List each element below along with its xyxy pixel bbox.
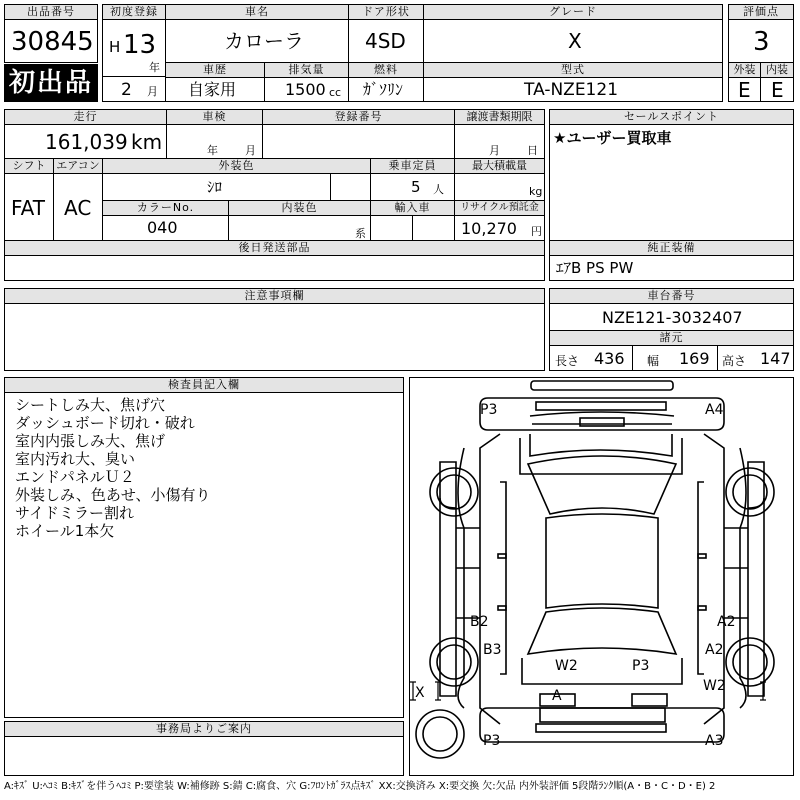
spec-width-box: [632, 345, 718, 371]
exterior-score-header: 外装: [728, 62, 761, 78]
grade: X: [568, 29, 582, 53]
score: 3: [753, 27, 770, 57]
interior-color-unit: 系: [355, 227, 366, 240]
mileage-box: [4, 124, 167, 159]
damage-mark: A2: [705, 642, 724, 658]
inspector-line: 室内汚れ大、臭い: [15, 450, 136, 468]
damage-mark: P3: [483, 733, 501, 749]
sales-point-text: ★ユーザー買取車: [553, 129, 672, 147]
inspection-month-unit: 月: [245, 144, 256, 157]
exterior-color-header: 外装色: [102, 158, 371, 174]
ac-box: [53, 173, 103, 241]
height-label: 高さ: [722, 354, 747, 368]
exterior-color-box: [102, 173, 331, 201]
notes-box: [4, 303, 545, 371]
model-header: 型式: [423, 62, 723, 78]
first-registration-month: 2: [121, 80, 132, 100]
import-box: [370, 215, 413, 241]
max-load-unit: kg: [529, 185, 543, 198]
score-box: [728, 19, 794, 63]
chassis-number: NZE121-3032407: [602, 308, 743, 327]
exterior-score-box: [728, 77, 761, 102]
color-number: 040: [147, 218, 178, 237]
lot-number-box: [4, 19, 98, 63]
max-load-header: 最大積載量: [454, 158, 545, 174]
exterior-color-sub-box: [330, 173, 371, 201]
car-diagram: [410, 378, 793, 775]
capacity-unit: 人: [433, 183, 444, 196]
office-box: [4, 736, 404, 776]
door-box: [348, 19, 424, 63]
damage-mark: W2: [555, 658, 578, 674]
displacement: 1500: [285, 80, 326, 99]
first-listing-badge: 初出品: [4, 64, 98, 102]
spec-header: 諸元: [549, 330, 794, 346]
first-registration-header: 初度登録: [102, 4, 166, 20]
import-box-2: [412, 215, 455, 241]
damage-diagram-box: [409, 377, 794, 776]
lot-number: 30845: [11, 27, 94, 57]
transfer-box: [454, 124, 545, 159]
inspection-box: [166, 124, 263, 159]
damage-mark: A3: [705, 733, 724, 749]
history-box: [165, 77, 265, 102]
inspector-line: シートしみ大、焦げ穴: [15, 396, 166, 414]
inspector-line: エンドパネルＵ２: [15, 468, 135, 486]
damage-mark: A4: [705, 402, 724, 418]
later-parts-box: [4, 255, 545, 281]
plate-header: 登録番号: [262, 109, 455, 125]
import-header: 輸入車: [370, 200, 455, 216]
model-box: [423, 77, 723, 102]
recycle-header: リサイクル預託金: [454, 200, 545, 216]
displacement-box: [264, 77, 349, 102]
exterior-score: E: [738, 78, 751, 102]
equipment-header: 純正装備: [549, 240, 794, 256]
inspector-line: 外装しみ、色あせ、小傷有り: [15, 486, 211, 504]
door-header: ドア形状: [348, 4, 424, 20]
later-parts-header: 後日発送部品: [4, 240, 545, 256]
inspector-header: 検査員記入欄: [4, 377, 404, 393]
ac-header: エアコン: [53, 158, 103, 174]
interior-score-box: [760, 77, 794, 102]
recycle-amount: 10,270: [461, 219, 517, 238]
inspector-line: サイドミラー割れ: [15, 504, 134, 522]
mileage: 161,039: [45, 130, 128, 154]
capacity-box: [370, 173, 455, 201]
interior-score: E: [771, 78, 784, 102]
inspector-line: ホイール1本欠: [15, 522, 115, 540]
door-type: 4SD: [365, 29, 406, 53]
model: TA-NZE121: [524, 80, 619, 100]
office-header: 事務局よりご案内: [4, 721, 404, 737]
car-name: カローラ: [224, 29, 304, 53]
width-value: 169: [679, 349, 710, 368]
max-load-box: [454, 173, 545, 201]
history: 自家用: [188, 80, 237, 99]
recycle-box: [454, 215, 545, 241]
capacity: 5: [411, 178, 421, 196]
damage-mark: B3: [483, 642, 502, 658]
displacement-unit: cc: [329, 86, 342, 99]
inspection-header: 車検: [166, 109, 263, 125]
score-header: 評価点: [728, 4, 794, 20]
mileage-unit: km: [131, 130, 163, 154]
damage-mark: A: [552, 688, 562, 704]
notes-header: 注意事項欄: [4, 288, 545, 304]
plate-box: [262, 124, 455, 159]
ac: AC: [64, 196, 92, 220]
sales-point-header: セールスポイント: [549, 109, 794, 125]
grade-header: グレード: [423, 4, 723, 20]
spec-length-box: [549, 345, 633, 371]
legend: A:ｷｽﾞ U:ﾍｺﾐ B:ｷｽﾞを伴うﾍｺﾐ P:要塗装 W:補修跡 S:錆 C:腐食、穴 G:ﾌﾛﾝﾄｶﾞﾗｽ点ｷｽﾞ XX:交換済み X:要交換 欠:欠品 内外装評価 5段階ﾗﾝｸ順(A・B・C・D・E) 2: [4, 781, 716, 792]
shift-box: [4, 173, 54, 241]
year-unit: 年: [149, 61, 160, 74]
capacity-header: 乗車定員: [370, 158, 455, 174]
equipment-box: [549, 255, 794, 281]
car-name-box: [165, 19, 349, 63]
mileage-header: 走行: [4, 109, 167, 125]
month-unit: 月: [147, 85, 158, 98]
color-number-box: [102, 215, 229, 241]
inspection-year-unit: 年: [207, 144, 218, 157]
fuel-box: [348, 77, 424, 102]
damage-mark: B2: [470, 614, 489, 630]
fuel: ｶﾞｿﾘﾝ: [363, 80, 404, 99]
damage-mark: P3: [632, 658, 650, 674]
equipment-text: ｴｱB PS PW: [556, 259, 634, 277]
car-name-header: 車名: [165, 4, 349, 20]
damage-mark: W2: [703, 678, 726, 694]
inspector-line: 室内内張しみ大、焦げ: [15, 432, 166, 450]
fuel-header: 燃料: [348, 62, 424, 78]
damage-mark: X: [415, 685, 425, 701]
inspector-line: ダッシュボード切れ・破れ: [15, 414, 195, 432]
history-header: 車歴: [165, 62, 265, 78]
sales-point-box: [549, 124, 794, 241]
height-value: 147: [760, 349, 791, 368]
era-label: H: [109, 38, 121, 56]
first-registration-year-box: [102, 19, 166, 77]
width-label: 幅: [647, 354, 660, 368]
damage-mark: P3: [480, 402, 498, 418]
transfer-day-unit: 日: [527, 144, 538, 157]
lot-number-header: 出品番号: [4, 4, 98, 20]
displacement-header: 排気量: [264, 62, 349, 78]
grade-box: [423, 19, 723, 63]
shift-header: シフト: [4, 158, 54, 174]
transfer-month-unit: 月: [489, 144, 500, 157]
spec-height-box: [717, 345, 794, 371]
shift: FAT: [11, 196, 46, 220]
interior-score-header: 内装: [760, 62, 794, 78]
inspector-box: [4, 392, 404, 718]
exterior-color: ｼﾛ: [207, 178, 223, 196]
interior-color-box: [228, 215, 371, 241]
first-registration-year: 13: [123, 30, 157, 60]
chassis-box: [549, 303, 794, 331]
length-label: 長さ: [555, 354, 580, 368]
chassis-header: 車台番号: [549, 288, 794, 304]
color-number-header: カラーNo.: [102, 200, 229, 216]
transfer-header: 譲渡書類期限: [454, 109, 545, 125]
length-value: 436: [594, 349, 625, 368]
first-registration-month-box: [102, 76, 166, 102]
damage-mark: A2: [717, 614, 736, 630]
interior-color-header: 内装色: [228, 200, 371, 216]
recycle-unit: 円: [531, 225, 542, 238]
